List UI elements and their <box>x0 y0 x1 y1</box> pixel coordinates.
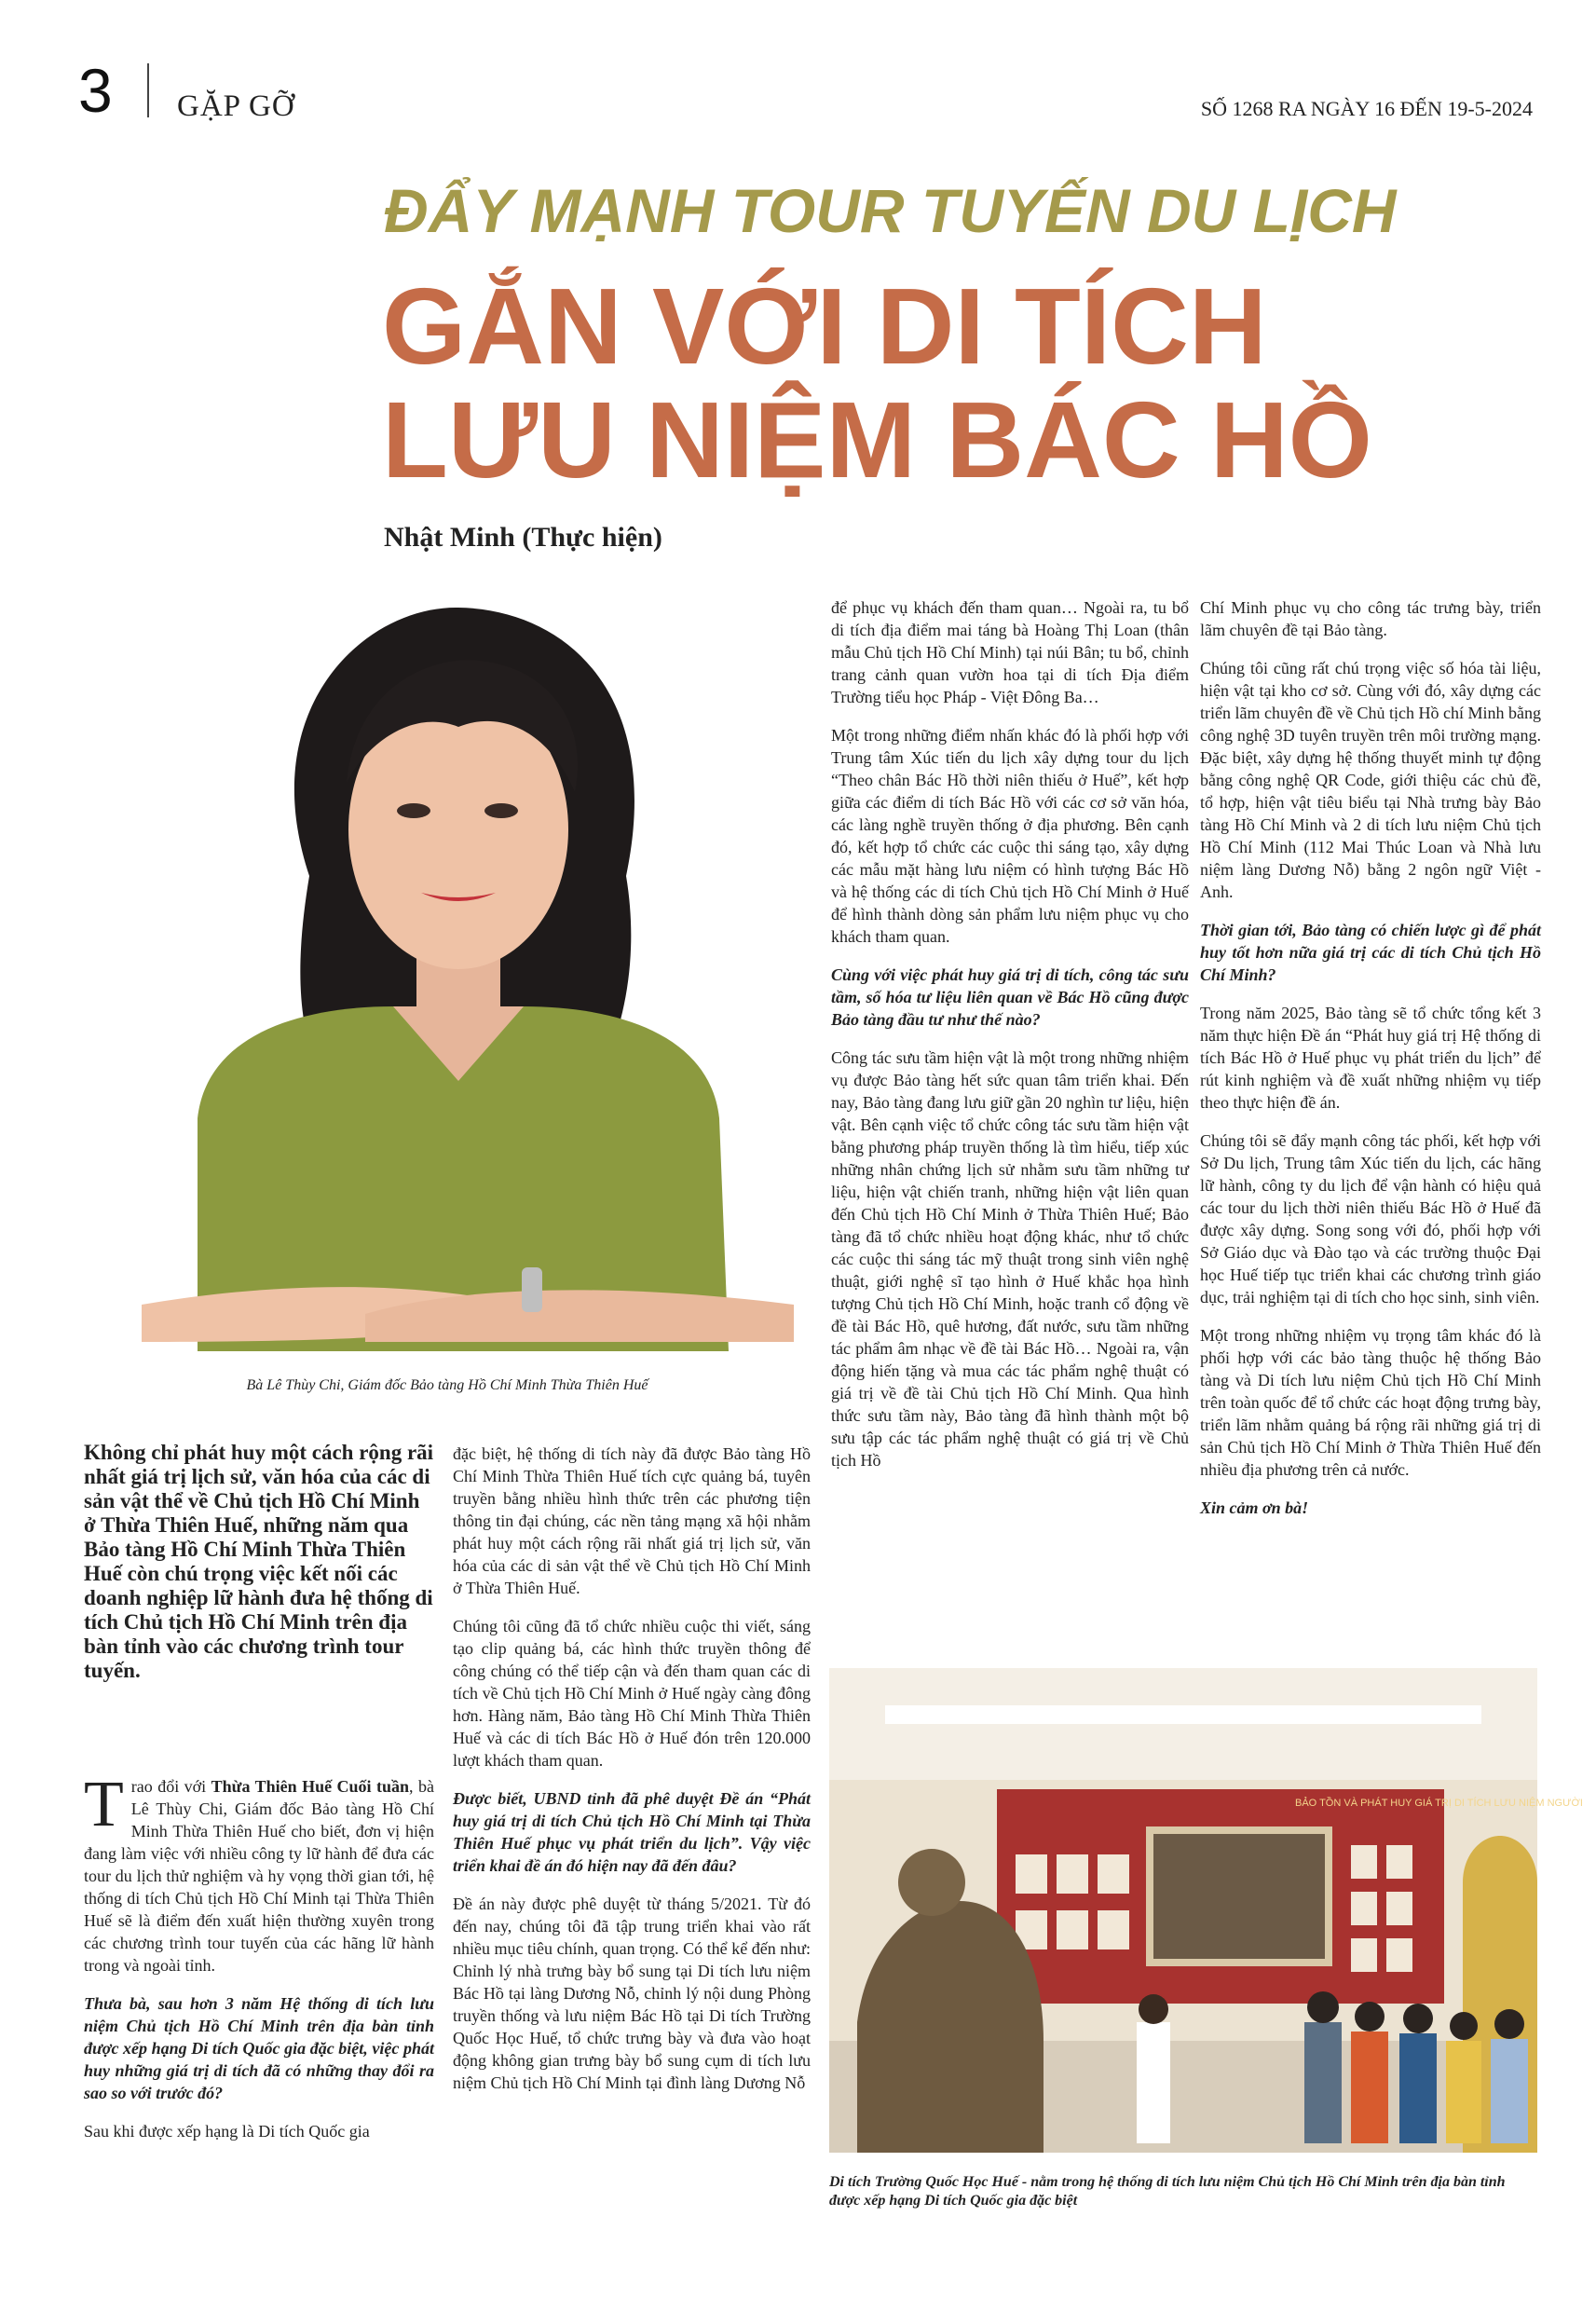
museum-photo-caption: Di tích Trường Quốc Học Huế - nằm trong hệ thống di tích lưu niệm Chủ tịch Hồ Chí Minh trên địa bàn tỉnh được xếp hạng Di tích Quốc gia đặc biệt <box>829 2174 1506 2209</box>
question-2: Được biết, UBND tỉnh đã phê duyệt Đề án “Phát huy giá trị di tích Chủ tịch Hồ Chí Minh tại Thừa Thiên Huế phục vụ phát triển du lịch”. Vậy việc triển khai đề án đó hiện nay đã đến đâu? <box>453 1789 811 1875</box>
portrait-caption: Bà Lê Thùy Chi, Giám đốc Bảo tàng Hồ Chí Minh Thừa Thiên Huế <box>246 1377 648 1393</box>
body-paragraph: Chúng tôi cũng rất chú trọng việc số hóa tài liệu, hiện vật tại kho cơ sở. Cùng với đó, xây dựng các triển lãm chuyên đề về Chủ tịch Hồ chí Minh bằng công nghệ 3D tuyên truyền trên môi trường mạng. Đặc biệt, xây dựng hệ thống thuyết minh tự động bằng công nghệ QR Code, giới thiệu các chủ đề, tổ hợp, hiện vật tiêu biểu tại Nhà trưng bày Bảo tàng Hồ Chí Minh và 2 di tích lưu niệm Chủ tịch Hồ Chí Minh (112 Mai Thúc Loan và Nhà lưu niệm làng Dương Nỗ) bằng 2 ngôn ngữ Việt - Anh. <box>1200 659 1541 901</box>
page-number: 3 <box>78 56 113 125</box>
issue-info: SỐ 1268 RA NGÀY 16 ĐẾN 19-5-2024 <box>1200 97 1533 120</box>
publication-name: Thừa Thiên Huế Cuối tuần <box>211 1777 410 1796</box>
column-1 <box>84 1769 434 2158</box>
body-paragraph: Công tác sưu tầm hiện vật là một trong những nhiệm vụ được Bảo tàng hết sức quan tâm triển khai. Đến nay, Bảo tàng đang lưu giữ gần 20 nghìn tư liệu, hiện vật. Bên cạnh việc tổ chức công tác sưu tầm hiện vật bằng phương pháp truyền thống là tìm hiểu, tiếp xúc những nhân chứng lịch sử nhằm sưu tầm những tư liệu, hiện vật chiến tranh, những hiện vật liên quan đến Chủ tịch Hồ Chí Minh ở Thừa Thiên Huế; Bảo tàng đã tổ chức nhiều hoạt động khác, như tổ chức các cuộc thi sáng tác mỹ thuật trong sinh viên nghệ thuật, giới nghệ sĩ tạo hình ở Huế khắc họa hình tượng Chủ tịch Hồ Chí Minh, hoặc tranh cổ động về đề tài Bác Hồ, quê hương, đất nước, sưu tầm những tác phẩm âm nhạc về đề tài Bác Hồ… Ngoài ra, vận động hiến tặng và mua các tác phẩm nghệ thuật có giá trị về đề tài Chủ tịch Hồ Chí Minh. Qua hình thức sưu tầm này, Bảo tàng đã hình thành một bộ sưu tập các tác phẩm nghệ thuật có giá trị về Chủ tịch Hồ <box>831 1048 1189 1470</box>
article-lead: Không chỉ phát huy một cách rộng rãi nhất giá trị lịch sử, văn hóa của các di sản vật thể về Chủ tịch Hồ Chí Minh ở Thừa Thiên Huế, những năm qua Bảo tàng Hồ Chí Minh Thừa Thiên Huế còn chú trọng việc kết nối các doanh nghiệp lữ hành đưa hệ thống di tích Chủ tịch Hồ Chí Minh trên địa bàn tỉnh vào các chương trình tour tuyến. <box>84 1441 434 1682</box>
question-1: Thưa bà, sau hơn 3 năm Hệ thống di tích lưu niệm Chủ tịch Hồ Chí Minh trên địa bàn tỉnh được xếp hạng Di tích Quốc gia đặc biệt, việc phát huy những giá trị di tích đã có những thay đổi ra sao so với trước đó? <box>84 1994 434 2102</box>
byline: Nhật Minh (Thực hiện) <box>384 522 662 553</box>
intro-text: , bà Lê Thùy Chi, Giám đốc Bảo tàng Hồ Chí Minh Thừa Thiên Huế cho biết, đơn vị hiện đang làm việc với nhiều công ty lữ hành để đưa các tour du lịch thử nghiệm và hy vọng thời gian tới, hệ thống di tích Chủ tịch Hồ Chí Minh tại Thừa Thiên Huế sẽ là điểm đến xuất hiện thường xuyên trong các chương trình tour tuyến của các hãng lữ hành trong và ngoài tỉnh. <box>84 1777 434 1975</box>
section-label: GẶP GỠ <box>177 89 295 123</box>
intro-text: rao đổi với <box>130 1777 211 1796</box>
question-3: Cùng với việc phát huy giá trị di tích, công tác sưu tầm, số hóa tư liệu liên quan về Bác Hồ cũng được Bảo tàng đầu tư như thế nào? <box>831 965 1189 1029</box>
body-paragraph: để phục vụ khách đến tham quan… Ngoài ra, tu bổ di tích địa điểm mai táng bà Hoàng Thị Loan (thân mẫu Chủ tịch Hồ Chí Minh) tại núi Bân; tu bổ, chỉnh trang cảnh quan vườn hoa tại di tích Địa điểm Trường tiểu học Pháp - Việt Đông Ba… <box>831 598 1189 706</box>
question-4: Thời gian tới, Bảo tàng có chiến lược gì để phát huy tốt hơn nữa giá trị các di tích Chủ tịch Hồ Chí Minh? <box>1200 921 1541 984</box>
body-paragraph: Chúng tôi sẽ đẩy mạnh công tác phối, kết hợp với Sở Du lịch, Trung tâm Xúc tiến du lịch, các hãng lữ hành, công ty du lịch để vận hành có hiệu quả các tour du lịch thời niên thiếu Bác Hồ ở Huế đã được xây dựng. Song song với đó, phối hợp với Sở Giáo dục và Đào tạo và các trường thuộc Đại học Huế tiếp tục triển khai các chương trình giáo dục, trải nghiệm tại di tích cho học sinh, sinh viên. <box>1200 1131 1541 1306</box>
column-3 <box>831 596 1189 1487</box>
column-2 <box>453 1443 811 2110</box>
body-paragraph: Đề án này được phê duyệt từ tháng 5/2021. Từ đó đến nay, chúng tôi đã tập trung triển khai vào rất nhiều mục tiêu chính, quan trọng. Có thể kể đến như: Chỉnh lý nhà trưng bày bổ sung tại Di tích lưu niệm Bác Hồ tại làng Dương Nỗ, chỉnh lý nội dung Phòng truyền thống và lưu niệm Bác Hồ tại Di tích Trường Quốc Học Huế, tổ chức trưng bày và đưa vào hoạt động không gian trưng bày bổ sung cụm di tích lưu niệm Chủ tịch Hồ Chí Minh tại đình làng Dương Nỗ <box>453 1895 811 2092</box>
headline-line-1: GẮN VỚI DI TÍCH <box>382 266 1267 387</box>
drop-cap: T <box>84 1769 124 1840</box>
headline-line-2: LƯU NIỆM BÁC HỒ <box>382 379 1372 500</box>
article-kicker: ĐẨY MẠNH TOUR TUYẾN DU LỊCH <box>384 176 1397 245</box>
closing-thanks: Xin cảm ơn bà! <box>1200 1498 1309 1517</box>
body-paragraph: Chí Minh phục vụ cho công tác trưng bày, triển lãm chuyên đề tại Bảo tàng. <box>1200 598 1541 639</box>
header-divider <box>147 63 149 117</box>
body-paragraph: Một trong những nhiệm vụ trọng tâm khác đó là phối hợp với các bảo tàng thuộc hệ thống Bảo tàng và Di tích lưu niệm Chủ tịch Hồ Chí Minh trên toàn quốc để tổ chức các hoạt động trưng bày, triển lãm nhằm quảng bá rộng rãi những giá trị di sản Chủ tịch Hồ Chí Minh ở Thừa Thiên Huế đến nhiều địa phương trên cả nước. <box>1200 1326 1541 1479</box>
body-paragraph: đặc biệt, hệ thống di tích này đã được Bảo tàng Hồ Chí Minh Thừa Thiên Huế tích cực quảng bá, tuyên truyền bằng nhiều hình thức trên các phương tiện thông tin đại chúng, các nền tảng mạng xã hội nhằm phát huy một cách rộng rãi nhất giá trị lịch sử, văn hóa của các di sản vật thể về Chủ tịch Hồ Chí Minh ở Thừa Thiên Huế. <box>453 1444 811 1597</box>
column-4 <box>1200 596 1541 1535</box>
body-paragraph: Một trong những điểm nhấn khác đó là phối hợp với Trung tâm Xúc tiến du lịch xây dựng tour du lịch “Theo chân Bác Hồ thời niên thiếu ở Huế”, kết hợp giữa các điểm di tích Bác Hồ với các cơ sở văn hóa, các làng nghề truyền thống ở địa phương. Bên cạnh đó, kết hợp tổ chức các cuộc thi sáng tạo, xây dựng các mẫu mặt hàng lưu niệm có hình tượng Bác Hồ và hệ thống các di tích Chủ tịch Hồ Chí Minh ở Huế để hình thành dòng sản phẩm lưu niệm phục vụ cho khách tham quan. <box>831 726 1189 946</box>
intro-paragraph <box>84 1769 434 1977</box>
body-paragraph: Sau khi được xếp hạng là Di tích Quốc gia <box>84 2122 370 2141</box>
body-paragraph: Chúng tôi cũng đã tổ chức nhiều cuộc thi viết, sáng tạo clip quảng bá, các hình thức truyền thông để công chúng có thể tiếp cận và đến tham quan các di tích về Chủ tịch Hồ Chí Minh ở Huế ngày càng đông hơn. Hàng năm, Bảo tàng Hồ Chí Minh Thừa Thiên Huế và các di tích Bác Hồ ở Huế đón trên 120.000 lượt khách tham quan. <box>453 1617 811 1770</box>
museum-photo <box>829 1668 1583 2153</box>
museum-banner-text: BẢO TỒN VÀ PHÁT HUY GIÁ TRỊ DI TÍCH LƯU NIỆM NGƯỜI <box>1295 1798 1583 1809</box>
portrait-photo <box>86 596 809 1351</box>
body-paragraph: Trong năm 2025, Bảo tàng sẽ tổ chức tổng kết 3 năm thực hiện Đề án “Phát huy giá trị Hệ thống di tích Bác Hồ ở Huế phục vụ phát triển du lịch” để rút kinh nghiệm và đề xuất những nhiệm vụ tiếp theo thực hiện đề án. <box>1200 1004 1541 1112</box>
